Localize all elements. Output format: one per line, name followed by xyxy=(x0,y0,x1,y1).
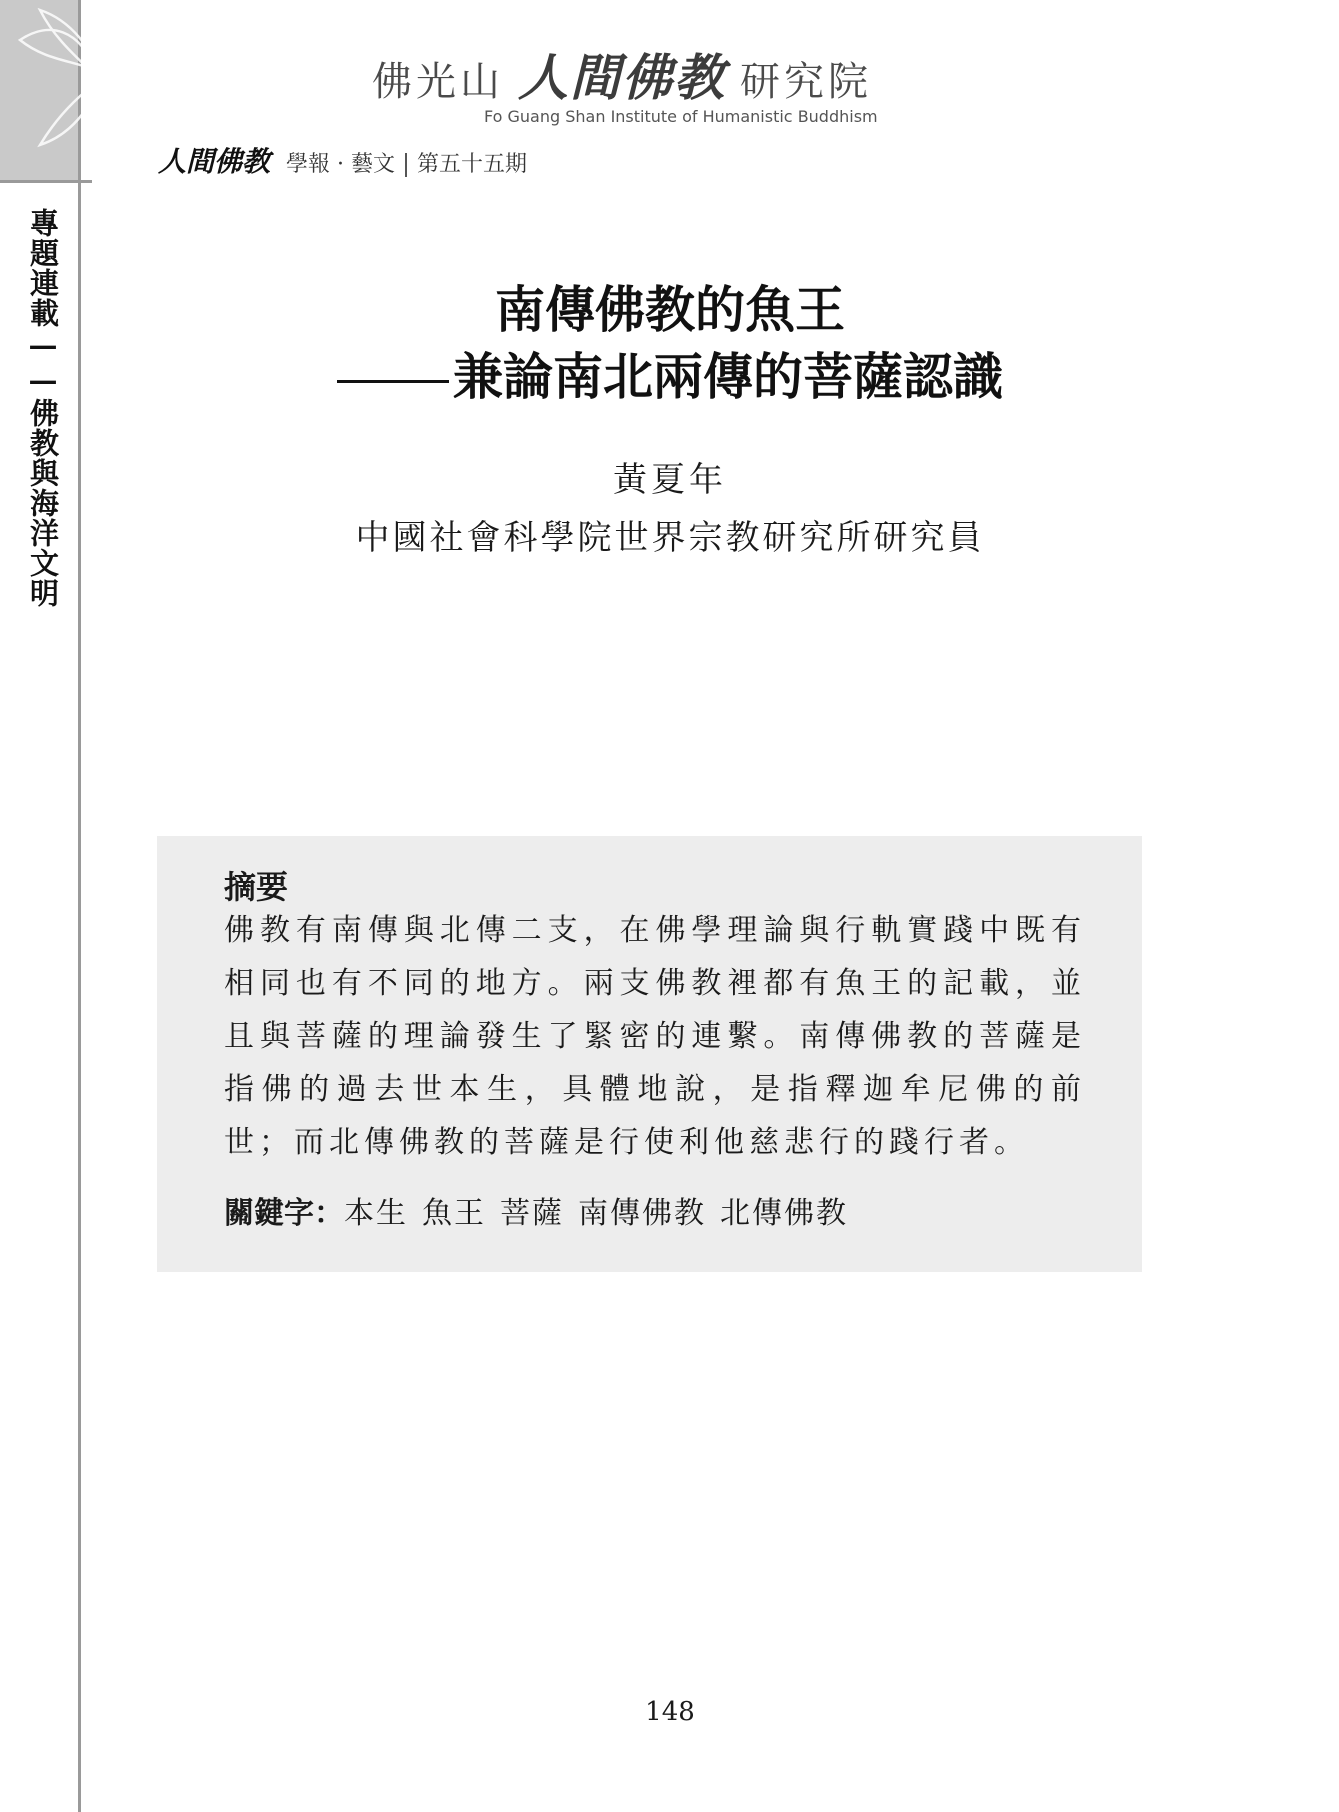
institute-title-right: 研究院 xyxy=(740,59,872,105)
author-affiliation: 中國社會科學院世界宗教研究所研究員 xyxy=(355,518,985,558)
page-number: 148 xyxy=(645,1697,695,1727)
article-title: 南傳佛教的魚王 xyxy=(495,280,845,339)
issue-number: 第五十五期 xyxy=(417,152,528,177)
lotus-flower-icon xyxy=(0,0,180,190)
keyword: 北傳佛教 xyxy=(720,1196,848,1231)
author-name: 黃夏年 xyxy=(613,460,727,500)
divider xyxy=(405,153,407,177)
keywords-label: 關鍵字： xyxy=(224,1196,344,1231)
journal-header xyxy=(158,140,758,180)
keyword: 南傳佛教 xyxy=(578,1196,706,1231)
section-label: 專題連載——佛教與海洋文明 xyxy=(26,208,60,608)
institute-english-name: Fo Guang Shan Institute of Humanistic Buddhism xyxy=(484,107,878,126)
institute-title xyxy=(372,38,1012,107)
article-subtitle xyxy=(160,337,1180,409)
keywords-line xyxy=(224,1188,1084,1232)
abstract-heading: 摘要 xyxy=(224,868,289,906)
keyword: 菩薩 xyxy=(500,1196,564,1231)
keyword: 本生 xyxy=(344,1196,408,1231)
abstract-body: 佛教有南傳與北傳二支，在佛學理論與行軌實踐中既有相同也有不同的地方。兩支佛教裡都有魚王的記載，並且與菩薩的理論發生了緊密的連繫。南傳佛教的菩薩是指佛的過去世本生，具體地說，是指釋迦牟尼佛的前世；而北傳佛教的菩薩是行使利他慈悲行的踐行者。 xyxy=(224,913,1086,1160)
journal-brand: 人間佛教 xyxy=(158,145,271,178)
institute-title-logo: 人間佛教 xyxy=(518,48,726,107)
institute-title-left: 佛光山 xyxy=(372,59,504,105)
article-subtitle-text: 兼論南北兩傳的菩薩認識 xyxy=(453,347,1003,406)
keyword: 魚王 xyxy=(422,1196,486,1231)
journal-name: 學報 · 藝文 xyxy=(286,152,395,177)
subtitle-dash xyxy=(337,380,449,383)
